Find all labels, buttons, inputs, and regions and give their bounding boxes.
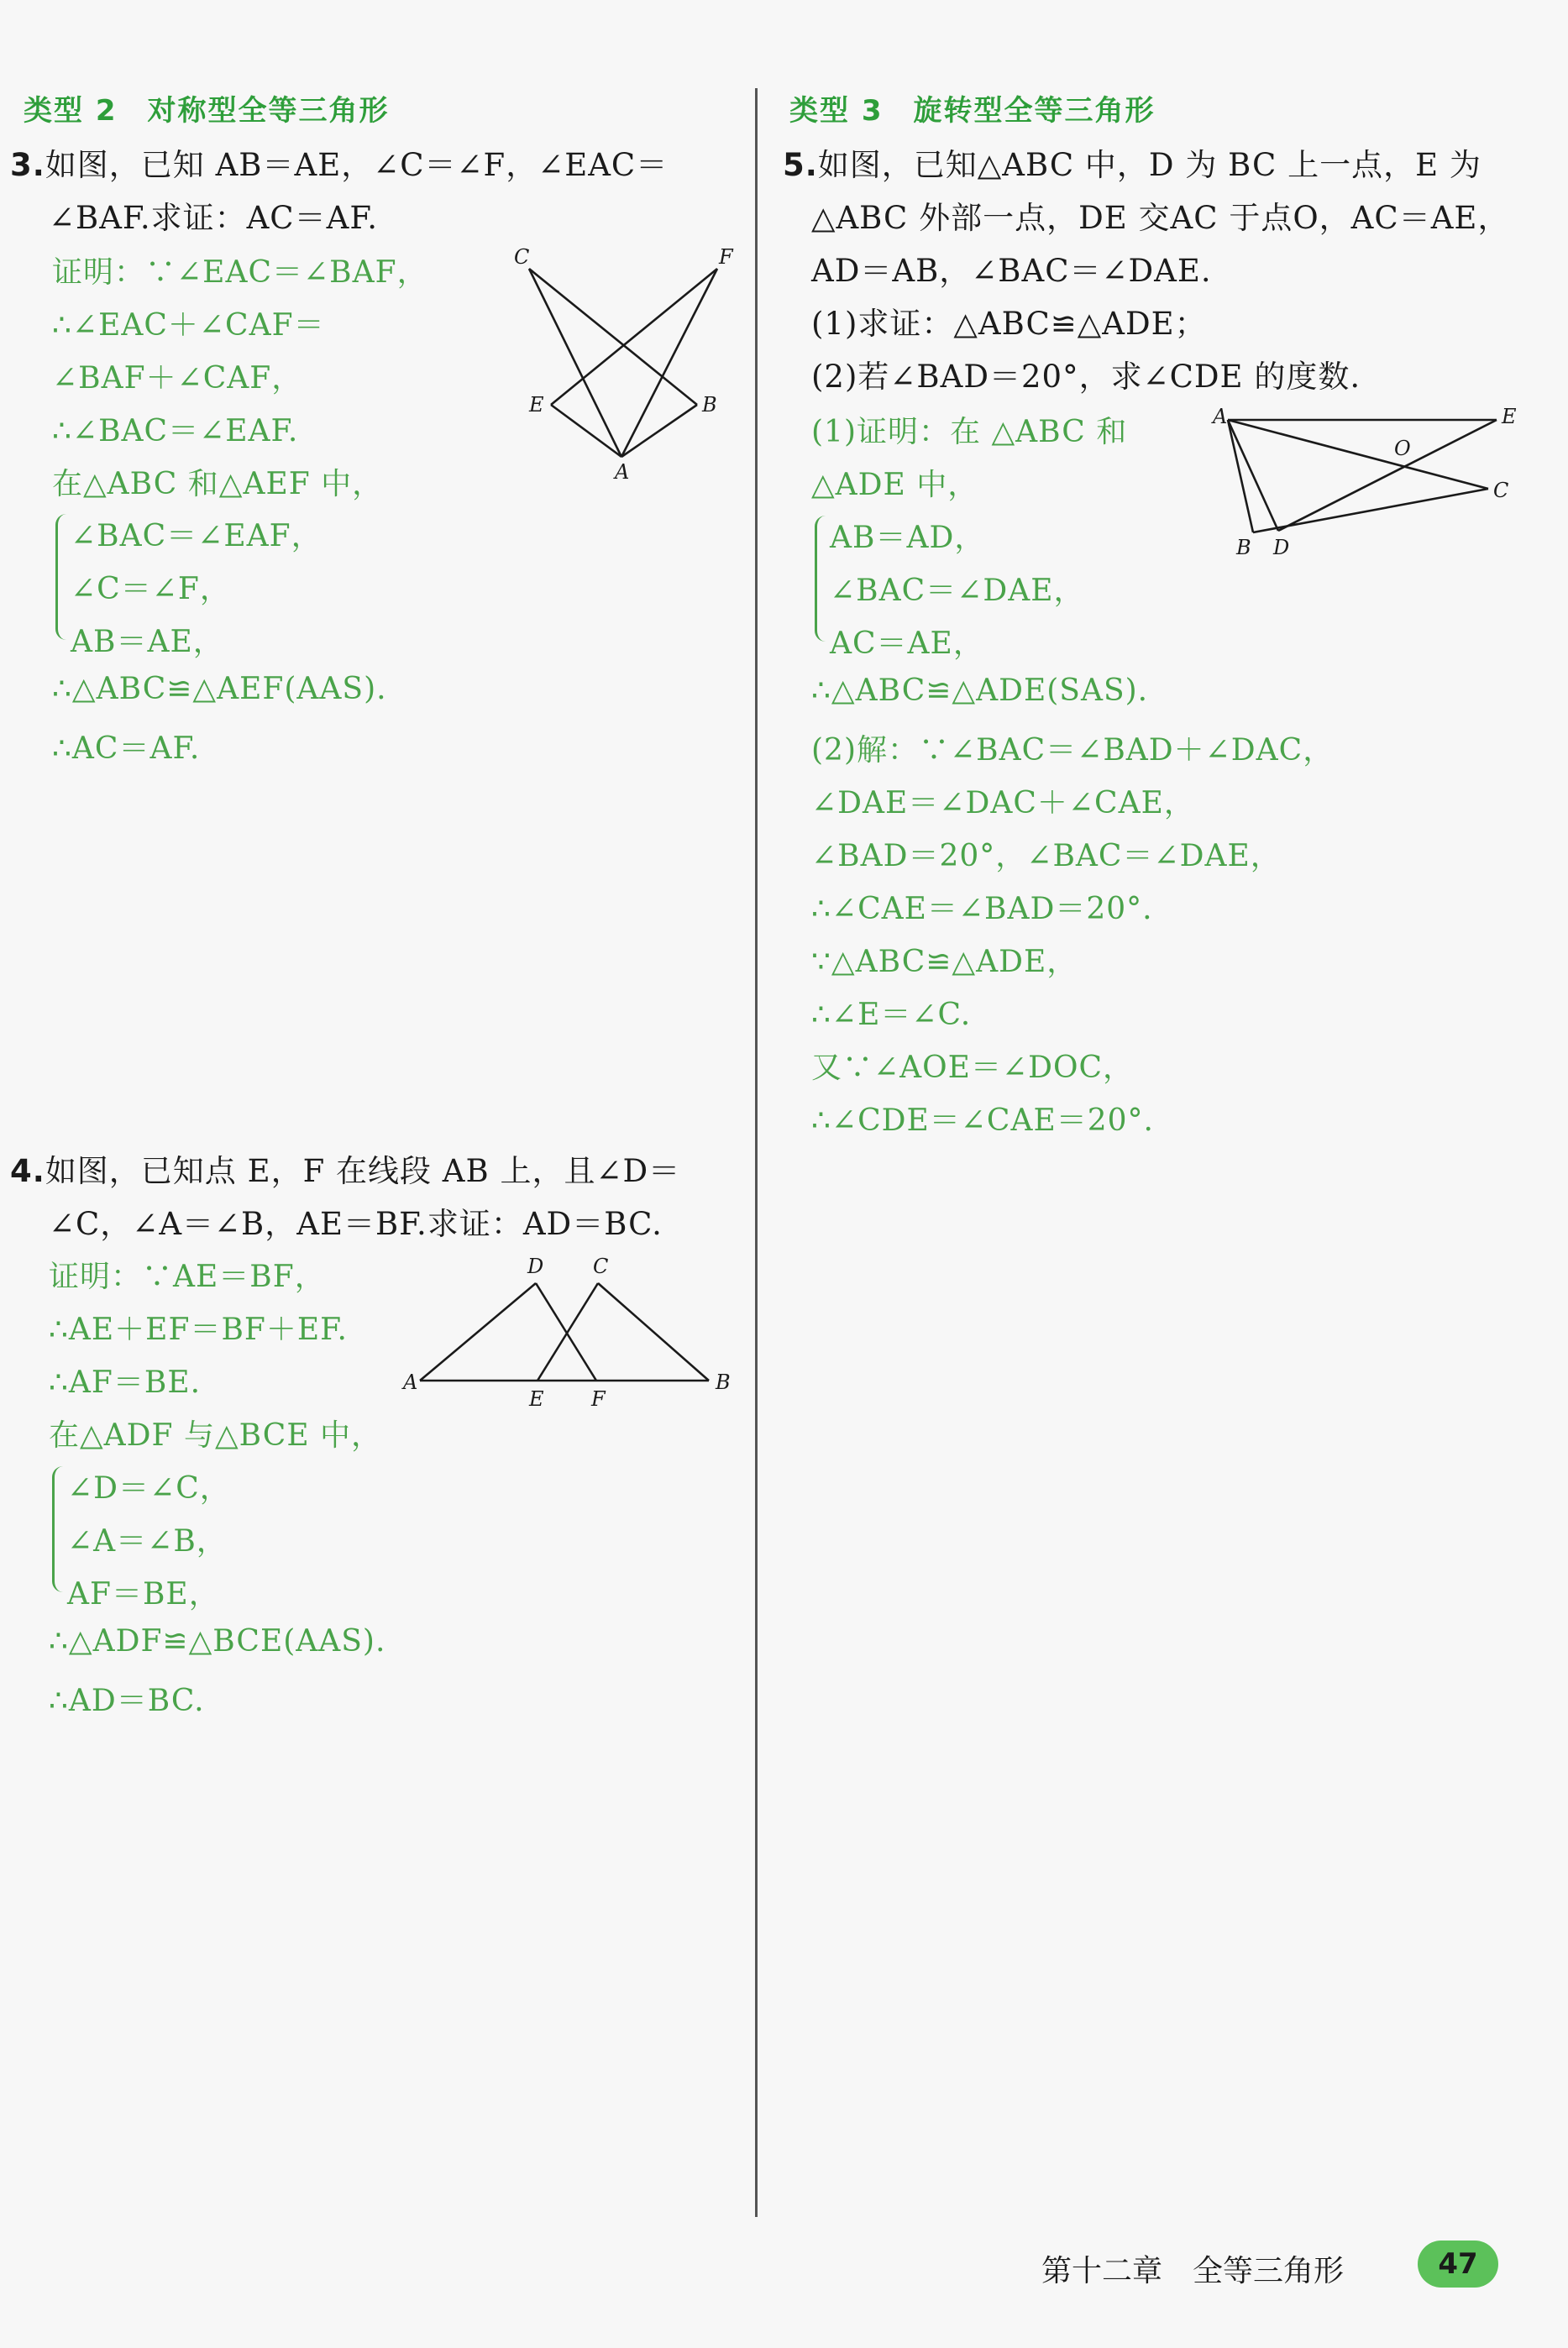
p5-equation-system	[815, 511, 1167, 662]
problem-5-line1	[783, 139, 1481, 185]
page-footer	[1041, 2247, 1344, 2290]
p3-equation-system	[55, 509, 408, 660]
p3-system-row: ∠C＝∠F，	[71, 572, 231, 606]
problem-5-figure	[1203, 395, 1539, 563]
point-label-A: A	[615, 460, 630, 484]
p4-system-row: ∠A＝∠B，	[67, 1524, 228, 1559]
p5-solution-line: (1)证明：在 △ABC 和	[811, 415, 1128, 449]
p3-solution-line: ∠BAF＋∠CAF，	[52, 361, 303, 396]
point-label-C: C	[514, 245, 530, 269]
problem-4-line2: ∠C，∠A＝∠B，AE＝BF.求证：AD＝BC.	[49, 1206, 663, 1242]
problem-5-line4: (1)求证：△ABC≌△ADE；	[811, 306, 1207, 342]
p4-solution-line: ∴AD＝BC.	[49, 1684, 205, 1718]
point-label-B: B	[702, 393, 717, 417]
problem-5-line3: AD＝AB，∠BAC＝∠DAE.	[811, 253, 1212, 289]
brace	[815, 516, 826, 642]
problem-5-number: 5.	[783, 147, 818, 183]
segment-AC	[1228, 420, 1488, 489]
p5-solution-line: △ADE 中，	[811, 468, 979, 502]
p5-solution-line: ∵△ABC≌△ADE，	[811, 945, 1078, 979]
p5-system-row: ∠BAC＝∠DAE，	[830, 574, 1085, 608]
p5-solution-line: ∴△ABC≌△ADE(SAS).	[811, 673, 1149, 708]
brace	[55, 514, 66, 640]
p5-system-row: AB＝AD，	[830, 521, 986, 555]
segment-CE	[538, 1283, 598, 1381]
point-label-A: A	[1213, 405, 1228, 428]
point-label-F: F	[719, 245, 733, 269]
problem-4-number: 4.	[10, 1153, 45, 1189]
point-label-A: A	[403, 1371, 418, 1394]
segment-FA	[621, 269, 717, 457]
point-label-F: F	[591, 1387, 606, 1411]
problem-3-line2: ∠BAF.求证：AC＝AF.	[49, 200, 379, 236]
problem-4-figure	[395, 1251, 739, 1419]
p4-solution-line: ∴AF＝BE.	[49, 1365, 202, 1400]
point-label-O: O	[1394, 437, 1411, 460]
point-label-D: D	[527, 1255, 544, 1278]
segment-CB	[529, 269, 697, 405]
segment-CA	[529, 269, 621, 457]
p4-solution-line: ∴AE＋EF＝BF＋EF.	[49, 1313, 348, 1347]
p4-solution-line: 证明：∵AE＝BF，	[49, 1260, 326, 1294]
p4-solution-line: 在△ADF 与△BCE 中，	[49, 1418, 383, 1453]
chapter-label: 第十二章	[1041, 2254, 1163, 2288]
problem-4-text1: 如图，已知点 E，F 在线段 AB 上，且∠D＝	[45, 1153, 681, 1189]
p5-solution-line: ∠BAD＝20°，∠BAC＝∠DAE，	[811, 839, 1282, 873]
point-label-C: C	[593, 1255, 609, 1278]
page-number-badge: 47	[1418, 2241, 1498, 2288]
p3-solution-line: ∴∠BAC＝∠EAF.	[52, 414, 299, 448]
problem-3-number: 3.	[10, 147, 45, 183]
p3-system-row: ∠BAC＝∠EAF，	[71, 519, 323, 553]
p5-solution-line: ∴∠CAE＝∠BAD＝20°.	[811, 892, 1153, 926]
p5-solution-line: ∴∠E＝∠C.	[811, 998, 972, 1032]
p5-solution-line: ∠DAE＝∠DAC＋∠CAE，	[811, 786, 1195, 820]
p3-solution-line: ∴AC＝AF.	[52, 731, 201, 766]
point-label-C: C	[1493, 479, 1509, 502]
segment-AB	[1228, 420, 1253, 532]
p4-solution-line: ∴△ADF≌△BCE(AAS).	[49, 1624, 386, 1659]
segment-BA	[621, 405, 697, 457]
p5-solution-line: (2)解：∵∠BAC＝∠BAD＋∠DAC，	[811, 733, 1335, 768]
p5-system-row: AC＝AE，	[830, 626, 984, 661]
problem-5-text1: 如图，已知△ABC 中，D 为 BC 上一点，E 为	[817, 147, 1481, 183]
p3-solution-line: ∴△ABC≌△AEF(AAS).	[52, 672, 387, 706]
p4-system-row: ∠D＝∠C，	[67, 1471, 231, 1506]
point-label-B: B	[1236, 536, 1251, 559]
segment-AD	[420, 1283, 536, 1381]
point-label-E: E	[529, 393, 544, 417]
problem-5-line5: (2)若∠BAD＝20°，求∠CDE 的度数.	[811, 359, 1361, 395]
problem-4-line1	[10, 1145, 680, 1191]
point-label-D: D	[1273, 536, 1290, 559]
p4-system-row: AF＝BE，	[67, 1577, 220, 1612]
problem-5-line2: △ABC 外部一点，DE 交AC 于点O，AC＝AE，	[811, 200, 1510, 236]
point-label-E: E	[1502, 405, 1517, 428]
segment-FE	[551, 269, 717, 405]
segment-BC	[598, 1283, 709, 1381]
p3-solution-line: 在△ABC 和△AEF 中，	[52, 467, 384, 501]
point-label-E: E	[529, 1387, 544, 1411]
problem-3-text1: 如图，已知 AB＝AE，∠C＝∠F，∠EAC＝	[45, 147, 669, 183]
segment-DE	[1278, 420, 1497, 531]
chapter-title: 全等三角形	[1193, 2254, 1345, 2288]
problem-3-figure	[504, 244, 747, 487]
column-divider	[755, 88, 758, 2217]
problem-3-line1	[10, 139, 668, 185]
segment-AD	[1228, 420, 1278, 531]
p3-solution-line: ∴∠EAC＋∠CAF＝	[52, 308, 325, 343]
p4-equation-system	[52, 1461, 405, 1612]
brace	[52, 1466, 63, 1592]
section-heading-type2: 类型 2 对称型全等三角形	[24, 94, 390, 128]
segment-EA	[551, 405, 621, 457]
segment-DF	[536, 1283, 596, 1381]
p5-solution-line: 又∵∠AOE＝∠DOC，	[811, 1051, 1135, 1085]
p3-solution-line: 证明：∵∠EAC＝∠BAF，	[52, 255, 428, 290]
p3-system-row: AB＝AE，	[71, 625, 224, 659]
p5-solution-line: ∴∠CDE＝∠CAE＝20°.	[811, 1103, 1154, 1138]
point-label-B: B	[716, 1371, 731, 1394]
section-heading-type3: 类型 3 旋转型全等三角形	[789, 94, 1156, 128]
